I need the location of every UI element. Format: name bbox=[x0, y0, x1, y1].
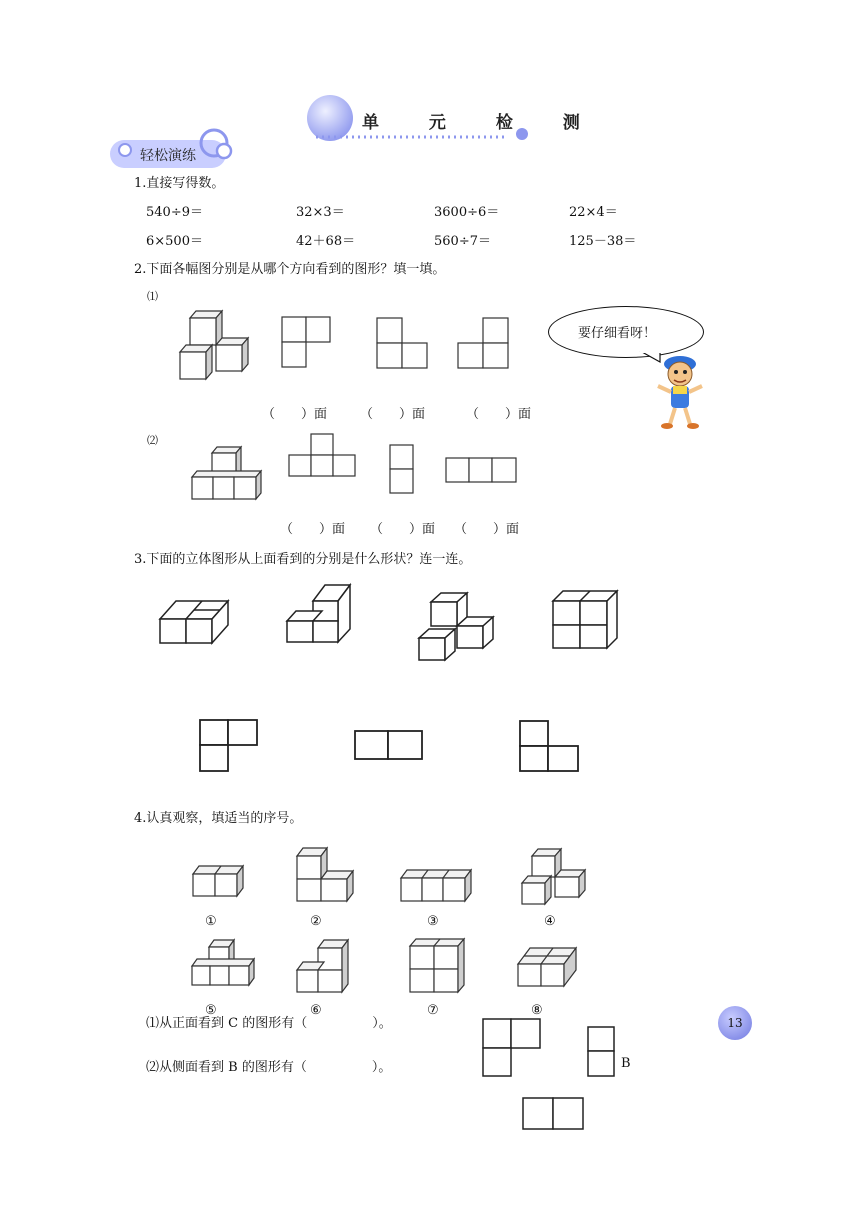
q2-part1-blank[interactable]: （ ）面 bbox=[360, 407, 426, 422]
speech-text: 要仔细看呀！ bbox=[578, 326, 657, 341]
q2-part2-blank[interactable]: （ ）面 bbox=[370, 522, 436, 537]
q4-number: ② bbox=[310, 914, 322, 929]
q4-number: ① bbox=[205, 914, 217, 929]
q1-item: 6×500＝ bbox=[146, 234, 203, 249]
q4-view-b bbox=[588, 1027, 614, 1076]
q2-part1-blank[interactable]: （ ）面 bbox=[466, 407, 532, 422]
q4-number: ⑧ bbox=[531, 1003, 543, 1018]
q3-top-view-2 bbox=[355, 731, 422, 759]
header-decoration bbox=[0, 0, 860, 160]
q4-label-b: B bbox=[621, 1056, 631, 1071]
q4-solid-4 bbox=[522, 849, 585, 904]
q4-solid-8 bbox=[518, 948, 576, 986]
q2-view-3 bbox=[458, 318, 508, 368]
q2-prompt: 2.下面各幅图分别是从哪个方向看到的图形？填一填。 bbox=[134, 262, 446, 277]
q2-view-4 bbox=[289, 434, 355, 476]
q4-solid-3 bbox=[401, 870, 471, 901]
q2-part2-blank[interactable]: （ ）面 bbox=[454, 522, 520, 537]
q3-solid-4 bbox=[553, 591, 617, 648]
q4-sub2[interactable]: ⑵从侧面看到 B 的图形有（ ）。 bbox=[146, 1060, 392, 1075]
q2-view-5 bbox=[390, 445, 413, 493]
page-number: 13 bbox=[718, 1006, 752, 1040]
q4-solid-5 bbox=[192, 940, 254, 985]
q2-part1-label: ⑴ bbox=[147, 290, 158, 303]
q1-prompt: 1.直接写得数。 bbox=[134, 176, 225, 191]
q3-solid-1 bbox=[160, 601, 228, 643]
q3-top-view-1 bbox=[200, 720, 257, 771]
q4-number: ⑦ bbox=[427, 1003, 439, 1018]
q1-item: 22×4＝ bbox=[569, 205, 618, 220]
q3-prompt: 3.下面的立体图形从上面看到的分别是什么形状？连一连。 bbox=[134, 552, 472, 567]
q4-solid-figures bbox=[0, 840, 860, 1020]
q4-solid-2 bbox=[297, 848, 353, 901]
q2-view-2 bbox=[377, 318, 427, 368]
q3-solid-2 bbox=[287, 585, 350, 642]
header-circle bbox=[307, 95, 353, 141]
q4-number: ⑥ bbox=[310, 1003, 322, 1018]
q4-view-c bbox=[523, 1098, 583, 1129]
q2-part2-blank[interactable]: （ ）面 bbox=[280, 522, 346, 537]
q2-3d-figure-2 bbox=[192, 447, 261, 499]
q4-solid-7 bbox=[410, 939, 464, 992]
q4-number: ⑤ bbox=[205, 1003, 217, 1018]
q4-solid-6 bbox=[297, 940, 348, 992]
q2-view-1 bbox=[282, 317, 330, 367]
section-tag: 轻松演练 bbox=[140, 148, 196, 164]
q3-top-views bbox=[0, 715, 860, 795]
q4-number: ③ bbox=[427, 914, 439, 929]
q2-part2-label: ⑵ bbox=[147, 434, 158, 447]
q4-number: ④ bbox=[544, 914, 556, 929]
q1-item: 42＋68＝ bbox=[296, 234, 356, 249]
q4-solid-1 bbox=[193, 866, 243, 896]
q1-item: 125－38＝ bbox=[569, 234, 637, 249]
q1-item: 3600÷6＝ bbox=[434, 205, 500, 220]
q1-item: 540÷9＝ bbox=[146, 205, 203, 220]
q2-3d-figure-1 bbox=[180, 311, 248, 379]
cartoon-boy-icon bbox=[652, 352, 712, 432]
q4-view-a bbox=[483, 1019, 540, 1076]
q1-item: 32×3＝ bbox=[296, 205, 345, 220]
q2-part2-figures bbox=[0, 430, 860, 510]
q4-prompt: 4.认真观察，填适当的序号。 bbox=[134, 811, 303, 826]
page-title: 单 元 检 测 bbox=[362, 113, 602, 133]
q2-view-6 bbox=[446, 458, 516, 482]
q2-part1-blank[interactable]: （ ）面 bbox=[262, 407, 328, 422]
q3-solid-3 bbox=[419, 593, 493, 660]
q2-part1-figures bbox=[0, 300, 860, 420]
q4-sub1[interactable]: ⑴从正面看到 C 的图形有（ ）。 bbox=[146, 1016, 392, 1031]
q1-item: 560÷7＝ bbox=[434, 234, 491, 249]
q3-top-view-3 bbox=[520, 721, 578, 771]
